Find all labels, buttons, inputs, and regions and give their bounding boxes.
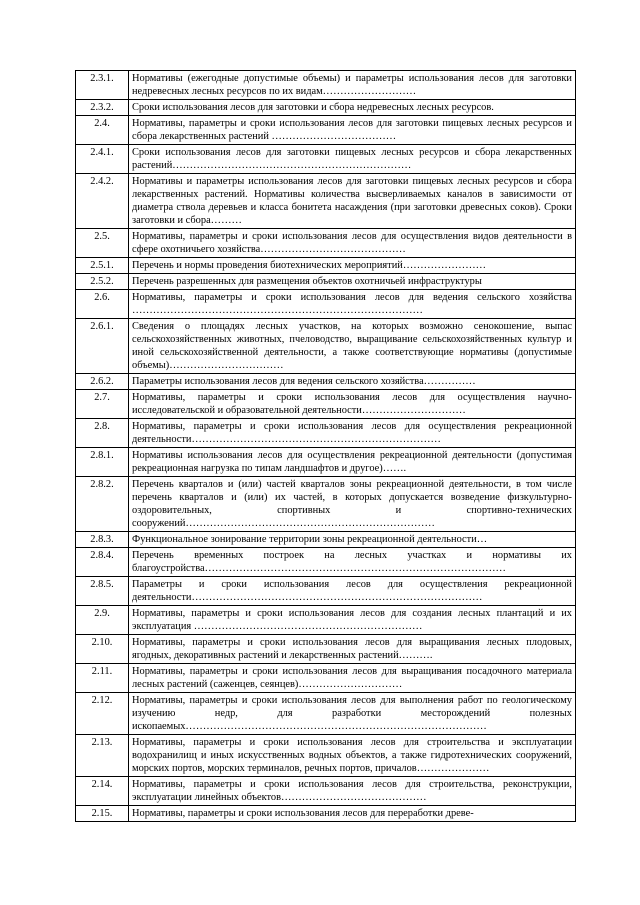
section-title: Нормативы, параметры и сроки использования лесов для осуществления научно-исследовательской и образовательной деятельности………………………… <box>129 390 576 419</box>
section-number: 2.12. <box>76 693 129 735</box>
section-number: 2.3.1. <box>76 71 129 100</box>
section-number: 2.7. <box>76 390 129 419</box>
section-title: Нормативы, параметры и сроки использования лесов для заготовки пищевых лесных ресурсов и сбора лекарственных растений ……………………………… <box>129 116 576 145</box>
table-of-contents <box>75 70 576 822</box>
section-number: 2.11. <box>76 664 129 693</box>
section-title: Параметры использования лесов для ведения сельского хозяйства…………… <box>129 374 576 390</box>
section-title: Сроки использования лесов для заготовки и сбора недревесных лесных ресурсов. <box>129 100 576 116</box>
toc-row <box>76 419 576 448</box>
toc-row <box>76 693 576 735</box>
section-title: Нормативы, параметры и сроки использования лесов для осуществления видов деятельности в сфере охотничьего хозяйства…………………………………… <box>129 229 576 258</box>
toc-row <box>76 100 576 116</box>
section-title: Параметры и сроки использования лесов для осуществления рекреационной деятельности………………………………………………………………………… <box>129 577 576 606</box>
section-title: Перечень разрешенных для размещения объектов охотничьей инфраструктуры <box>129 274 576 290</box>
section-number: 2.8.5. <box>76 577 129 606</box>
section-title: Перечень временных построек на лесных участках и нормативы их благоустройства…………………………………………………………………………… <box>129 548 576 577</box>
section-title: Нормативы, параметры и сроки использования лесов для выращивания лесных плодовых, ягодных, декоративных растений и лекарственных растений………. <box>129 635 576 664</box>
toc-row <box>76 116 576 145</box>
section-number: 2.8.1. <box>76 448 129 477</box>
section-number: 2.8.3. <box>76 532 129 548</box>
section-number: 2.6.2. <box>76 374 129 390</box>
toc-row <box>76 735 576 777</box>
toc-row <box>76 664 576 693</box>
section-number: 2.9. <box>76 606 129 635</box>
section-number: 2.10. <box>76 635 129 664</box>
section-title: Функциональное зонирование территории зоны рекреационной деятельности… <box>129 532 576 548</box>
toc-row <box>76 390 576 419</box>
toc-row <box>76 577 576 606</box>
section-number: 2.4. <box>76 116 129 145</box>
section-title: Сведения о площадях лесных участков, на которых возможно сенокошение, выпас сельскохозяйственных животных, пчеловодство, выращивание сельскохозяйственных культур и иной сельскохозяйственной деятельности, а также соответствующие нормативы (допустимые объемы)…………………………… <box>129 319 576 374</box>
section-title: Нормативы, параметры и сроки использования лесов для ведения сельского хозяйства ………………………………………………………………………… <box>129 290 576 319</box>
section-title: Нормативы, параметры и сроки использования лесов для строительства, реконструкции, эксплуатации линейных объектов…………………………………… <box>129 777 576 806</box>
section-number: 2.4.2. <box>76 174 129 229</box>
section-number: 2.8. <box>76 419 129 448</box>
section-number: 2.6.1. <box>76 319 129 374</box>
toc-row <box>76 71 576 100</box>
section-number: 2.15. <box>76 806 129 822</box>
toc-body <box>76 71 576 822</box>
section-title: Нормативы, параметры и сроки использования лесов для создания лесных плантаций и их эксплуатация ………………………………………………………… <box>129 606 576 635</box>
toc-row <box>76 477 576 532</box>
toc-row <box>76 532 576 548</box>
toc-row <box>76 777 576 806</box>
toc-row <box>76 319 576 374</box>
section-title: Нормативы (ежегодные допустимые объемы) и параметры использования лесов для заготовки недревесных лесных ресурсов по их видам……………………… <box>129 71 576 100</box>
section-number: 2.3.2. <box>76 100 129 116</box>
section-title: Нормативы, параметры и сроки использования лесов для выполнения работ по геологическому изучению недр, для разработки месторождений полезных ископаемых…………………………………………………………………………… <box>129 693 576 735</box>
section-title: Нормативы, параметры и сроки использования лесов для осуществления рекреационной деятельности……………………………………………………………… <box>129 419 576 448</box>
section-title: Нормативы, параметры и сроки использования лесов для переработки древе- <box>129 806 576 822</box>
section-title: Нормативы использования лесов для осуществления рекреационной деятельности (допустимая рекреационная нагрузка по типам ландшафтов и другое)……. <box>129 448 576 477</box>
toc-row <box>76 229 576 258</box>
section-title: Сроки использования лесов для заготовки пищевых лесных ресурсов и сбора лекарственных растений…………………………………………………………… <box>129 145 576 174</box>
section-number: 2.8.2. <box>76 477 129 532</box>
section-number: 2.5.2. <box>76 274 129 290</box>
toc-row <box>76 635 576 664</box>
toc-row <box>76 606 576 635</box>
section-number: 2.4.1. <box>76 145 129 174</box>
section-title: Нормативы, параметры и сроки использования лесов для выращивания посадочного материала лесных растений (саженцев, сеянцев)………………………… <box>129 664 576 693</box>
section-title: Нормативы, параметры и сроки использования лесов для строительства и эксплуатации водохранилищ и иных искусственных водных объектов, а также гидротехнических сооружений, морских портов, морских терминалов, речных портов, причалов………………… <box>129 735 576 777</box>
toc-row <box>76 274 576 290</box>
section-title: Перечень и нормы проведения биотехнических мероприятий…………………… <box>129 258 576 274</box>
section-number: 2.8.4. <box>76 548 129 577</box>
section-title: Нормативы и параметры использования лесов для заготовки пищевых лесных ресурсов и сбора лекарственных растений. Нормативы количества высверливаемых каналов в зависимости от диаметра ствола деревьев и класса бонитета насаждения (при заготовки древесных соков). Сроки заготовки и сбора……… <box>129 174 576 229</box>
toc-row <box>76 374 576 390</box>
section-title: Перечень кварталов и (или) частей кварталов зоны рекреационной деятельности, в том числе перечень кварталов и (или) их частей, в которых допускается возведение физкультурно-оздоровительных, спортивных и спортивно-технических сооружений……………………………………………………………… <box>129 477 576 532</box>
section-number: 2.14. <box>76 777 129 806</box>
section-number: 2.6. <box>76 290 129 319</box>
toc-row <box>76 806 576 822</box>
section-number: 2.5. <box>76 229 129 258</box>
section-number: 2.5.1. <box>76 258 129 274</box>
toc-row <box>76 448 576 477</box>
toc-row <box>76 548 576 577</box>
toc-row <box>76 145 576 174</box>
toc-row <box>76 174 576 229</box>
section-number: 2.13. <box>76 735 129 777</box>
toc-row <box>76 290 576 319</box>
toc-row <box>76 258 576 274</box>
